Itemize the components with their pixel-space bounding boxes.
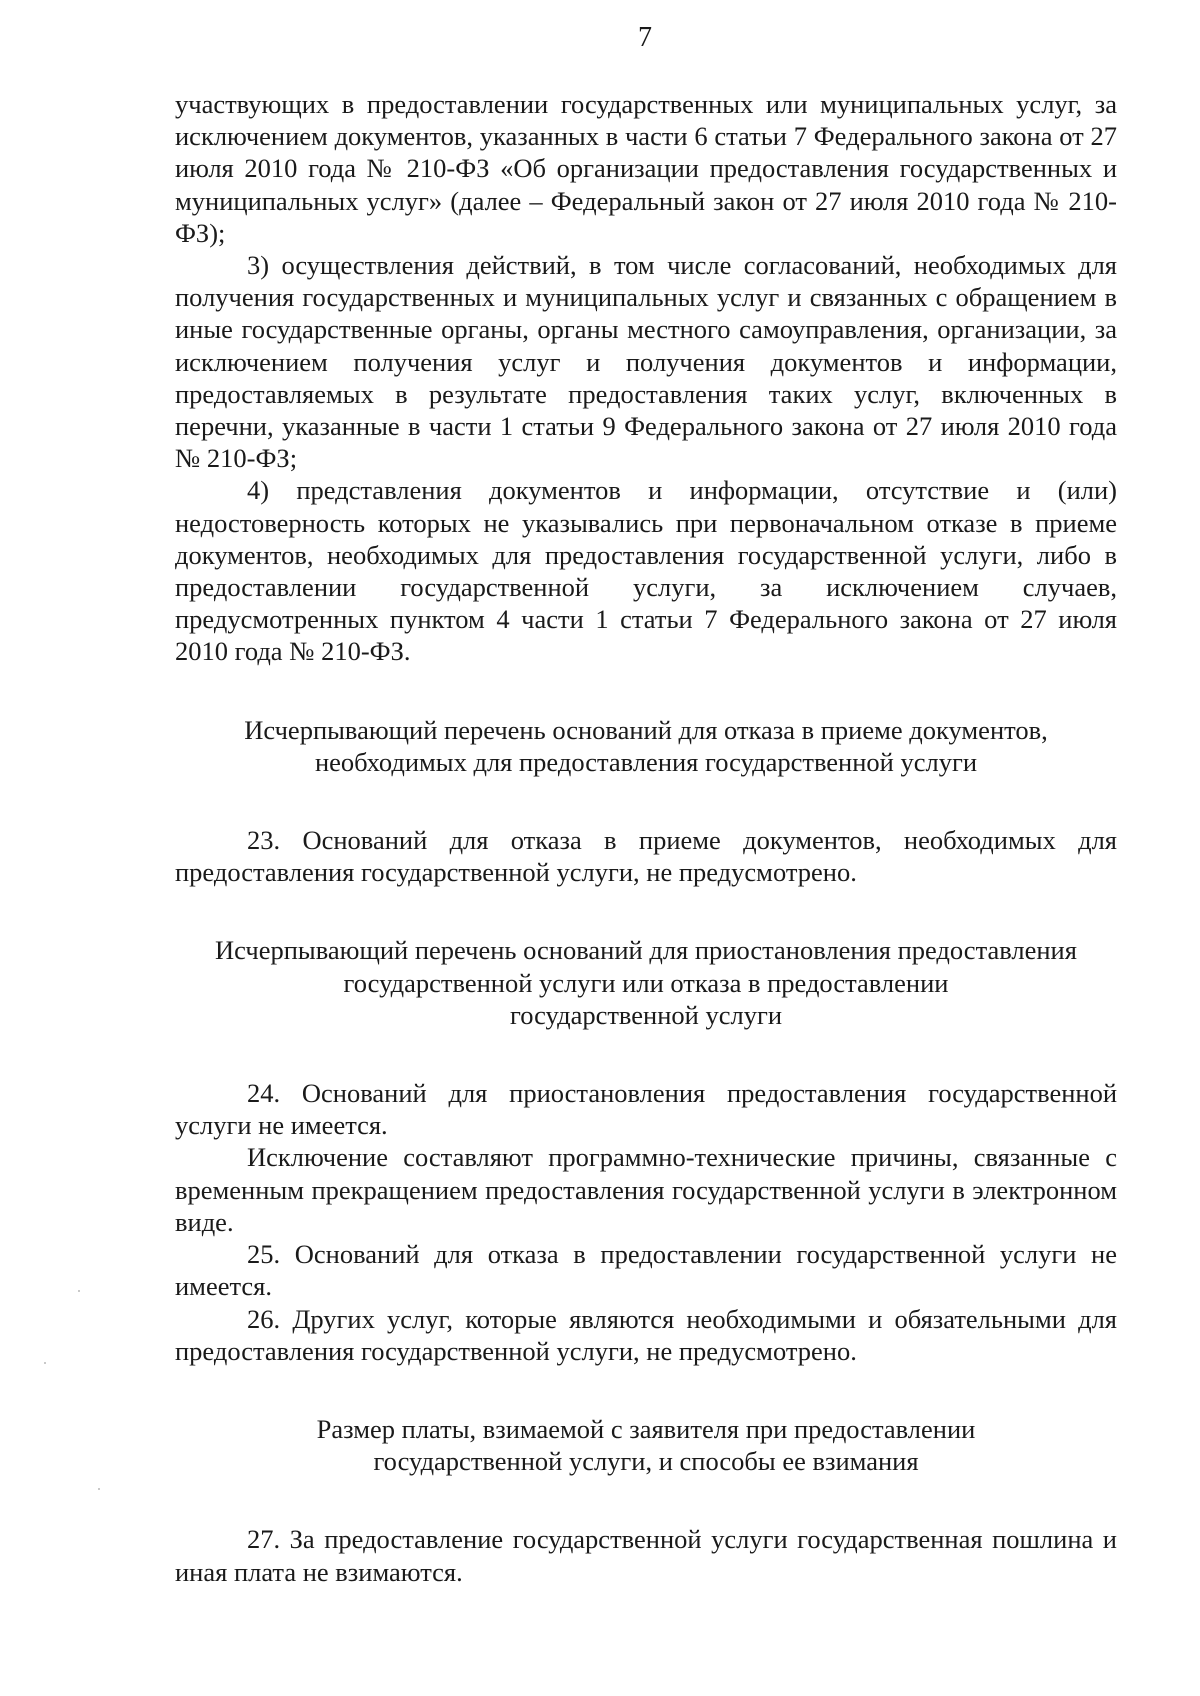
document-body: [175, 88, 1117, 1588]
heading-line: государственной услуги: [509, 999, 783, 1030]
scan-speck: [44, 1362, 46, 1364]
heading-line: государственной услуги, и способы ее взимания: [373, 1446, 919, 1477]
heading-line: необходимых для предоставления государственной услуги: [314, 746, 978, 777]
paragraph-23: 23. Оснований для отказа в приеме документов, необходимых для предоставления государственной услуги, не предусмотрено.: [175, 825, 1117, 888]
scan-speck: [98, 1488, 100, 1490]
page-number: 7: [638, 22, 652, 53]
paragraph-item-3: 3) осуществления действий, в том числе согласований, необходимых для получения государственных и муниципальных услуг и связанных с обращением в иные государственные органы, органы местного самоуправления, организации, за исключением получения услуг и получения документов и информации, предоставляемых в результате предоставления таких услуг, включенных в перечни, указанные в части 1 статьи 9 Федерального закона от 27 июля 2010 года № 210-ФЗ;: [175, 250, 1117, 474]
scan-speck: [78, 1290, 80, 1292]
paragraph-27: 27. За предоставление государственной услуги государственная пошлина и иная плата не взимаются.: [175, 1524, 1117, 1587]
heading-line: государственной услуги или отказа в предоставлении: [343, 967, 949, 998]
paragraph-continuation: участвующих в предоставлении государственных или муниципальных услуг, за исключением документов, указанных в части 6 статьи 7 Федерального закона от 27 июля 2010 года № 210-ФЗ «Об организации предоставления государственных и муниципальных услуг» (далее – Федеральный закон от 27 июля 2010 года № 210-ФЗ);: [175, 89, 1117, 248]
section-heading-refusal-documents: [175, 714, 1117, 778]
paragraph-25: 25. Оснований для отказа в предоставлении государственной услуги не имеется.: [175, 1239, 1117, 1302]
paragraph-exception: Исключение составляют программно-технические причины, связанные с временным прекращением предоставления государственной услуги в электронном виде.: [175, 1142, 1117, 1237]
heading-line: Размер платы, взимаемой с заявителя при предоставлении: [316, 1413, 976, 1444]
section-heading-fee: [175, 1413, 1117, 1477]
paragraph-26: 26. Других услуг, которые являются необходимыми и обязательными для предоставления государственной услуги, не предусмотрено.: [175, 1303, 1117, 1366]
heading-line: Исчерпывающий перечень оснований для приостановления предоставления: [215, 935, 1077, 966]
paragraph-item-4: 4) представления документов и информации, отсутствие и (или) недостоверность которых не указывались при первоначальном отказе в приеме документов, необходимых для предоставления государственной услуги, либо в предоставлении государственной услуги, за исключением случаев, предусмотренных пунктом 4 части 1 статьи 7 Федерального закона от 27 июля 2010 года № 210-ФЗ.: [175, 475, 1117, 667]
section-heading-suspension: [175, 934, 1117, 1031]
heading-line: Исчерпывающий перечень оснований для отказа в приеме документов,: [244, 714, 1048, 745]
paragraph-24: 24. Оснований для приостановления предоставления государственной услуги не имеется.: [175, 1078, 1117, 1141]
